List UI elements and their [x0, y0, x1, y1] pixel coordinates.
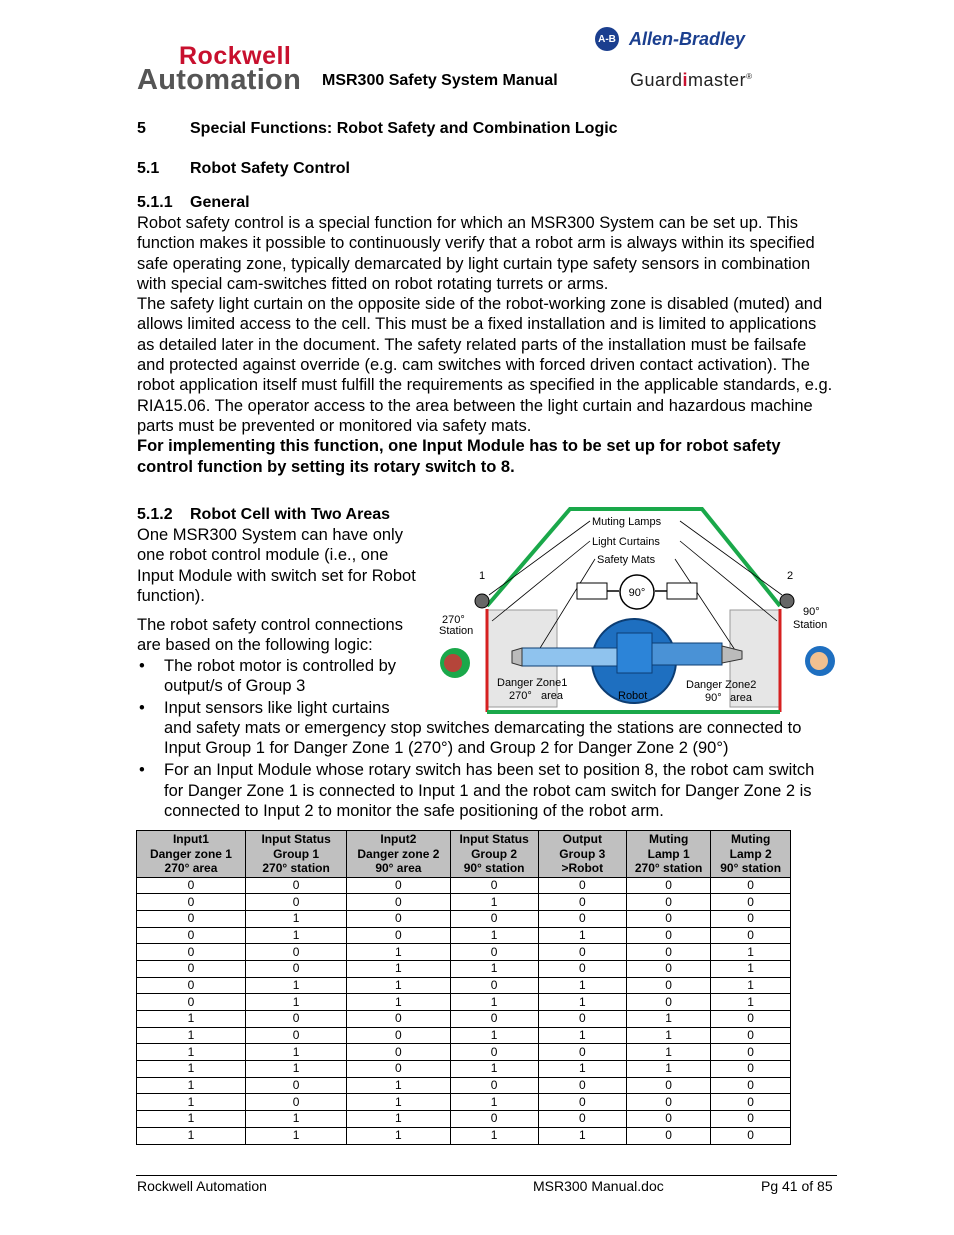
header-line: Group 3: [559, 846, 606, 861]
table-cell: 0: [137, 894, 246, 911]
table-cell: 0: [711, 1127, 791, 1144]
table-cell: 1: [137, 1044, 246, 1061]
footer-divider: [136, 1175, 837, 1176]
table-cell: 0: [137, 977, 246, 994]
header-line: Output: [562, 832, 602, 846]
table-cell: 1: [347, 977, 450, 994]
header-line: Danger zone 2: [357, 846, 440, 861]
label-safety-mats: Safety Mats: [597, 554, 656, 566]
table-cell: 0: [711, 1077, 791, 1094]
table-cell: 0: [245, 960, 346, 977]
table-cell: 0: [347, 1011, 450, 1028]
table-cell: 1: [137, 1011, 246, 1028]
table-cell: 1: [245, 1044, 346, 1061]
table-row: [137, 944, 791, 961]
table-cell: 0: [538, 894, 626, 911]
bullet-item: • Input sensors like light curtains and safety mats or emergency stop switches demarcating the stations are connected to Input Group 1 for Danger Zone 1 (270°) and Group 2 for Danger Zone 2 (90°): [137, 698, 837, 759]
table-cell: 1: [245, 977, 346, 994]
table-cell: 1: [347, 1094, 450, 1111]
table-cell: 0: [245, 1011, 346, 1028]
table-cell: 1: [245, 1111, 346, 1128]
header-line: 90° station: [720, 861, 782, 875]
operator-right-head: [810, 652, 828, 670]
table-cell: 1: [347, 944, 450, 961]
table-cell: 1: [626, 1011, 710, 1028]
table-cell: 0: [711, 1044, 791, 1061]
table-cell: 1: [538, 1027, 626, 1044]
header-line: >Robot: [561, 861, 604, 875]
robot-label: Robot: [618, 690, 648, 702]
table-cell: 1: [538, 1061, 626, 1078]
label-center-angle: 90°: [628, 587, 646, 599]
table-cell: 0: [450, 944, 538, 961]
table-header-cell: [347, 831, 450, 878]
light-curtain-head-icon: [780, 594, 794, 608]
callout-line: [489, 521, 590, 595]
table-cell: 0: [626, 944, 710, 961]
header-line: Muting: [648, 832, 689, 846]
table-cell: 0: [538, 1094, 626, 1111]
header-line: Danger zone 1: [149, 846, 232, 861]
header-line: 90° area: [375, 861, 422, 875]
table-cell: 0: [347, 927, 450, 944]
table-cell: 0: [137, 944, 246, 961]
table-cell: 0: [626, 1094, 710, 1111]
guardmaster-logo: [630, 70, 752, 91]
header-line: Muting: [730, 832, 771, 846]
table-row: [137, 877, 791, 894]
section-number: 5.1.1: [137, 194, 173, 211]
table-cell: 1: [538, 977, 626, 994]
label-muting-lamps: Muting Lamps: [592, 516, 662, 528]
table-cell: 1: [711, 977, 791, 994]
bullet-item: • For an Input Module whose rotary switch has been set to position 8, the robot cam switch for Danger Zone 1 is connected to Input 1 and the robot cam switch for Danger Zone 2 is connected to Input 2 to monitor the safe positioning of the robot arm.: [137, 760, 837, 821]
table-cell: 0: [626, 960, 710, 977]
table-row: [137, 1027, 791, 1044]
table-cell: 0: [245, 1094, 346, 1111]
logo-line1: Rockwell: [179, 42, 292, 70]
table-cell: 0: [450, 877, 538, 894]
rockwell-logo: [137, 44, 301, 95]
robot-cell-paragraph-2: The robot safety control connections are based on the following logic:: [137, 616, 403, 655]
table-cell: 1: [626, 1044, 710, 1061]
table-cell: 0: [347, 894, 450, 911]
header-line: 270° station: [262, 861, 330, 875]
table-body: [137, 877, 791, 1144]
robot-turret: [617, 633, 652, 673]
table-cell: 0: [626, 927, 710, 944]
table-row: [137, 1077, 791, 1094]
table-cell: 1: [137, 1111, 246, 1128]
table-cell: 1: [347, 1127, 450, 1144]
label-light-curtains: Light Curtains: [592, 536, 660, 548]
header-line: Input Status: [459, 832, 529, 846]
zone1-label: Danger Zone1: [497, 677, 568, 689]
table-row: [137, 960, 791, 977]
bullet-item: • The robot motor is controlled by output/s of Group 3: [137, 656, 422, 697]
marker-2: 2: [787, 570, 794, 582]
table-cell: 1: [538, 994, 626, 1011]
table-cell: 0: [538, 1077, 626, 1094]
table-cell: 0: [538, 1044, 626, 1061]
robot-cell-diagram: [437, 503, 837, 718]
table-cell: 0: [347, 1044, 450, 1061]
marker-1: 1: [479, 570, 486, 582]
station-left-angle: 270°: [442, 614, 465, 626]
table-cell: 0: [711, 1111, 791, 1128]
table-cell: 0: [626, 1077, 710, 1094]
callout-line: [675, 559, 737, 653]
table-cell: 1: [137, 1077, 246, 1094]
table-cell: 1: [711, 960, 791, 977]
table-cell: 0: [711, 1011, 791, 1028]
table-cell: 0: [245, 877, 346, 894]
table-cell: 0: [711, 910, 791, 927]
table-cell: 0: [245, 894, 346, 911]
table-header-cell: [450, 831, 538, 878]
robot-tool: [512, 648, 522, 666]
table-cell: 0: [538, 944, 626, 961]
header-line: Input Status: [261, 832, 331, 846]
table-cell: 1: [347, 960, 450, 977]
header-line: Group 2: [471, 846, 518, 861]
allen-bradley-logo: Allen-Bradley: [629, 29, 746, 49]
table-cell: 1: [137, 1027, 246, 1044]
table-cell: 1: [245, 927, 346, 944]
table-cell: 1: [626, 1061, 710, 1078]
section-number: 5.1: [137, 160, 160, 177]
table-row: [137, 1094, 791, 1111]
section-5-1-1-heading: [137, 194, 250, 212]
table-cell: 0: [711, 1094, 791, 1111]
header-line: 270° area: [164, 861, 218, 875]
registered-mark: ®: [746, 72, 753, 81]
table-row: [137, 994, 791, 1011]
station-right-label: Station: [793, 619, 828, 631]
zone2-angle: 90°: [705, 692, 722, 704]
guardmaster-part-a: Guard: [630, 70, 683, 90]
table-cell: 0: [711, 1027, 791, 1044]
table-cell: 1: [450, 1027, 538, 1044]
table-header-cell: [538, 831, 626, 878]
zone1-area: area: [541, 690, 564, 702]
general-paragraph-1: Robot safety control is a special function for which an MSR300 System can be set up. This function makes it possible to continuously verify that a robot arm is always within its specified safe operating zone, typically demarcated by light curtain type safety sensors in combination with special cam-switches fitted on robot rotating turrets or arms.: [137, 214, 815, 293]
table-cell: 1: [711, 944, 791, 961]
cam-switch-icon: [667, 583, 697, 599]
table-cell: 1: [626, 1027, 710, 1044]
table-row: [137, 910, 791, 927]
callout-line: [537, 559, 595, 653]
table-cell: 0: [347, 910, 450, 927]
table-row: [137, 1044, 791, 1061]
footer-company: Rockwell Automation: [137, 1178, 267, 1194]
table-cell: 0: [450, 910, 538, 927]
header-line: 90° station: [463, 861, 525, 875]
table-cell: 0: [137, 960, 246, 977]
table-cell: 1: [450, 960, 538, 977]
table-cell: 0: [450, 1077, 538, 1094]
table-cell: 1: [450, 1094, 538, 1111]
table-cell: 0: [137, 927, 246, 944]
table-cell: 1: [538, 927, 626, 944]
robot-arm-right: [642, 643, 722, 665]
station-left-label: Station: [439, 625, 474, 637]
robot-logic-table: [136, 830, 791, 1145]
zone1-angle: 270°: [509, 690, 532, 702]
table-cell: 0: [538, 910, 626, 927]
table-cell: 1: [450, 894, 538, 911]
table-row: [137, 1127, 791, 1144]
table-cell: 0: [450, 977, 538, 994]
table-cell: 0: [137, 994, 246, 1011]
table-cell: 0: [137, 910, 246, 927]
table-cell: 1: [245, 1061, 346, 1078]
footer-page: Pg 41 of 85: [761, 1178, 833, 1194]
table-cell: 0: [538, 960, 626, 977]
table-cell: 0: [450, 1111, 538, 1128]
table-row: [137, 1061, 791, 1078]
table-header-cell: [245, 831, 346, 878]
cam-switch-icon: [577, 583, 607, 599]
table-cell: 0: [711, 877, 791, 894]
header-line: Group 1: [273, 846, 320, 861]
table-cell: 0: [450, 1044, 538, 1061]
table-cell: 0: [626, 910, 710, 927]
table-cell: 1: [347, 994, 450, 1011]
table-cell: 0: [711, 927, 791, 944]
table-row: [137, 1011, 791, 1028]
header-line: 270° station: [634, 861, 703, 875]
table-header-cell: [711, 831, 791, 878]
logo-line2: Automation: [137, 64, 302, 96]
table-row: [137, 1111, 791, 1128]
table-cell: 1: [347, 1077, 450, 1094]
general-body: [137, 213, 837, 477]
table-cell: 1: [245, 1127, 346, 1144]
section-5-heading: [137, 120, 618, 138]
table-cell: 0: [347, 1027, 450, 1044]
table-cell: 0: [137, 877, 246, 894]
table-cell: 0: [626, 877, 710, 894]
section-5-1-2-heading: [137, 506, 390, 524]
guardmaster-i: i: [682, 70, 689, 90]
section-number: 5: [137, 120, 146, 137]
table-cell: 0: [245, 1027, 346, 1044]
table-cell: 1: [450, 927, 538, 944]
table-cell: 1: [245, 994, 346, 1011]
station-right-angle: 90°: [803, 606, 820, 618]
table-cell: 0: [711, 1061, 791, 1078]
header-line: Lamp 2: [729, 846, 772, 861]
table-cell: 0: [347, 877, 450, 894]
guardmaster-part-b: master: [688, 70, 747, 90]
table-cell: 0: [626, 977, 710, 994]
table-cell: 0: [626, 994, 710, 1011]
table-cell: 1: [711, 994, 791, 1011]
zone2-area: area: [730, 692, 753, 704]
table-cell: 1: [137, 1061, 246, 1078]
table-cell: 0: [347, 1061, 450, 1078]
table-cell: 1: [450, 1127, 538, 1144]
section-title: Robot Cell with Two Areas: [190, 506, 391, 523]
table-cell: 1: [450, 994, 538, 1011]
general-paragraph-2: The safety light curtain on the opposite side of the robot-working zone is disabled (muted) and allows limited access to the cell. This must be a fixed installation and is limited to applications as detailed later in the document. The safety related parts of the installation must be failsafe and protected against override (e.g. cam switches with forced driven contact activation). The robot application itself must fulfill the requirements as specified in the applicable standards, e.g. RIA15.06. The operator access to the area between the light curtain and hazardous machine parts must be prevented or monitored via safety mats.: [137, 295, 833, 435]
table-cell: 0: [626, 1127, 710, 1144]
section-title: Robot Safety Control: [190, 160, 350, 177]
table-row: [137, 894, 791, 911]
robot-cell-paragraph-1: One MSR300 System can have only one robot control module (i.e., one Input Module with switch set for Robot function).: [137, 526, 416, 605]
header-line: Lamp 1: [647, 846, 690, 861]
table-header-cell: [137, 831, 246, 878]
table-row: [137, 927, 791, 944]
robot-arm-left: [522, 648, 632, 666]
zone2-label: Danger Zone2: [686, 679, 757, 691]
section-title: General: [190, 194, 250, 211]
table-cell: 1: [245, 910, 346, 927]
table-cell: 0: [245, 1077, 346, 1094]
light-curtain-head-icon: [475, 594, 489, 608]
header-line: Input2: [380, 832, 417, 846]
section-number: 5.1.2: [137, 506, 173, 523]
table-cell: 0: [538, 1011, 626, 1028]
section-5-1-heading: [137, 160, 350, 178]
table-header-cell: [626, 831, 710, 878]
document-title: MSR300 Safety System Manual: [322, 72, 558, 89]
table-cell: 0: [626, 894, 710, 911]
table-cell: 1: [137, 1127, 246, 1144]
table-cell: 0: [626, 1111, 710, 1128]
table-cell: 0: [245, 944, 346, 961]
table-cell: 0: [711, 894, 791, 911]
footer-file: MSR300 Manual.doc: [533, 1178, 664, 1194]
table-cell: 1: [137, 1094, 246, 1111]
general-paragraph-3: For implementing this function, one Input Module has to be set up for robot safety control function by setting its rotary switch to 8.: [137, 437, 781, 476]
table-cell: 1: [347, 1111, 450, 1128]
table-cell: 0: [538, 1111, 626, 1128]
table-row: [137, 977, 791, 994]
operator-left-head: [444, 654, 462, 672]
allen-bradley-badge-icon: A-B: [595, 27, 619, 51]
table-cell: 0: [450, 1011, 538, 1028]
table-cell: 1: [538, 1127, 626, 1144]
table-cell: 1: [450, 1061, 538, 1078]
table-cell: 0: [538, 877, 626, 894]
section-title: Special Functions: Robot Safety and Combination Logic: [190, 120, 618, 137]
table-header-row: [137, 831, 791, 878]
header-line: Input1: [172, 832, 209, 846]
